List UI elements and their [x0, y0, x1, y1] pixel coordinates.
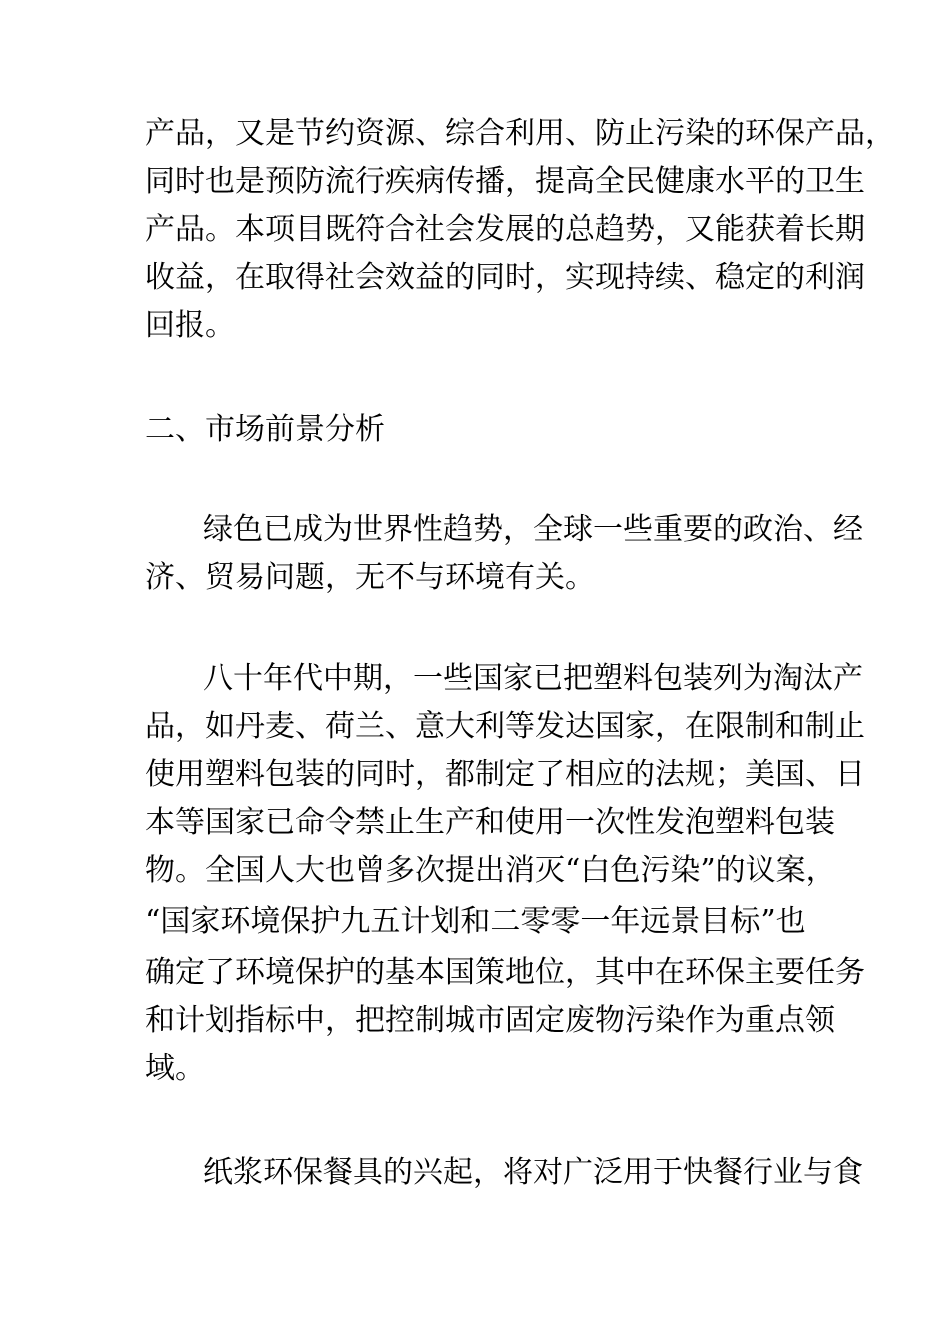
text-line: 和计划指标中，把控制城市固定废物污染作为重点领	[145, 1003, 835, 1038]
text-line: “国家环境保护九五计划和二零零一年远景目标”也	[145, 904, 806, 939]
text-line: 产品，又是节约资源、综合利用、防止污染的环保产品，	[145, 116, 895, 151]
text-line: 八十年代中期，一些国家已把塑料包装列为淘汰产	[203, 661, 863, 696]
text-line: 物。全国人大也曾多次提出消灭“白色污染”的议案，	[145, 853, 836, 888]
text-line: 品，如丹麦、荷兰、意大利等发达国家，在限制和制止	[145, 709, 865, 744]
text-line: 使用塑料包装的同时，都制定了相应的法规；美国、日	[145, 757, 865, 792]
section-heading: 二、市场前景分析	[145, 412, 385, 447]
text-line: 域。	[145, 1051, 205, 1086]
text-line: 收益，在取得社会效益的同时，实现持续、稳定的利润	[145, 260, 865, 295]
text-line: 确定了环境保护的基本国策地位，其中在环保主要任务	[145, 955, 865, 990]
text-line: 绿色已成为世界性趋势，全球一些重要的政治、经	[203, 512, 863, 547]
text-line: 回报。	[145, 308, 235, 343]
text-line: 纸浆环保餐具的兴起，将对广泛用于快餐行业与食	[203, 1155, 863, 1190]
text-line: 同时也是预防流行疾病传播，提高全民健康水平的卫生	[145, 164, 865, 199]
text-line: 本等国家已命令禁止生产和使用一次性发泡塑料包装	[145, 805, 835, 840]
text-line: 产品。本项目既符合社会发展的总趋势，又能获着长期	[145, 212, 865, 247]
text-line: 济、贸易问题，无不与环境有关。	[145, 560, 595, 595]
